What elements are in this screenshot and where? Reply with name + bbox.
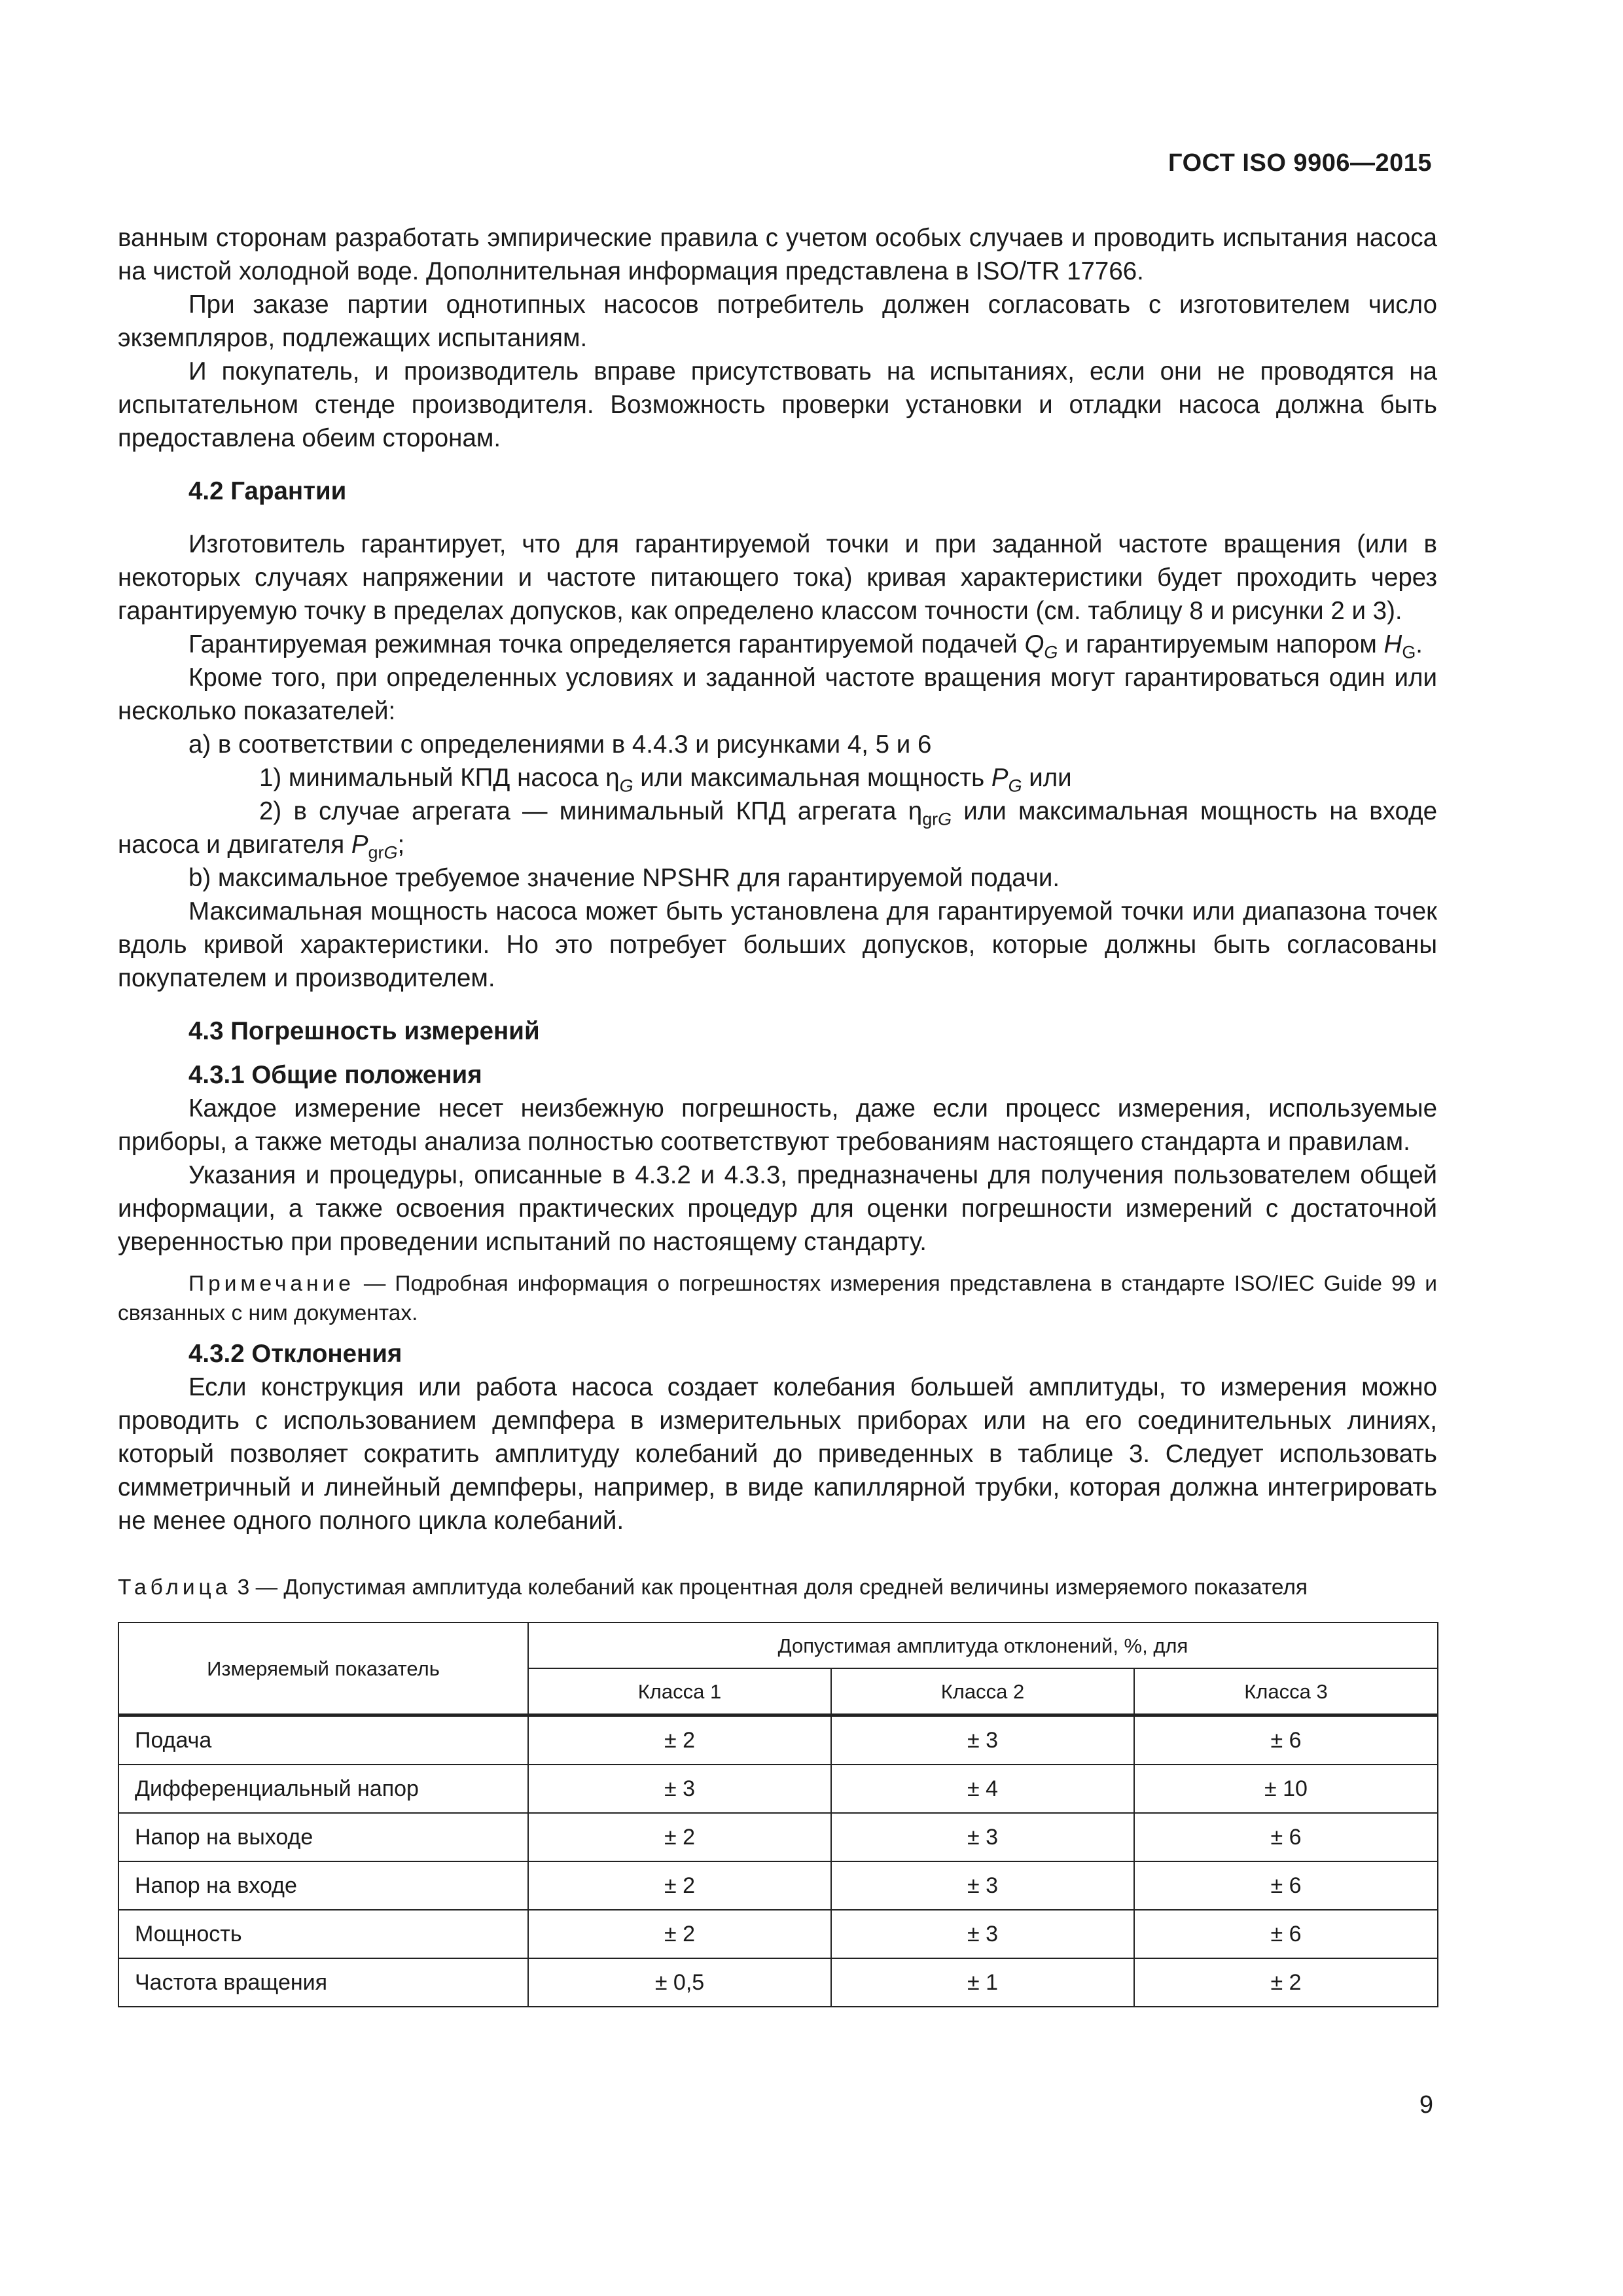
cell-class-3: ± 10: [1134, 1765, 1438, 1813]
cell-class-2: ± 3: [831, 1861, 1134, 1910]
cell-class-2: ± 3: [831, 1910, 1134, 1958]
paragraph: Если конструкция или работа насоса создает колебания большей амплитуды, то измерения можно проводить с использованием демпфера в измерительных приборах или на его соединительных линиях, который позволяет сократить амплитуду колебаний до приведенных в таблице 3. Следует использовать симметричный и линейный демпферы, например, в виде капиллярной трубки, которая должна интегрировать не менее одного полного цикла колебаний.: [118, 1373, 1437, 1535]
cell-parameter: Подача: [118, 1715, 528, 1765]
paragraph: Гарантируемая режимная точка определяется гарантируемой подачей $Q_G$ и гарантируемым напором $H_G$.: [188, 630, 1423, 662]
cell-class-3: ± 6: [1134, 1861, 1438, 1910]
note-label: Примечание: [188, 1272, 355, 1296]
cell-parameter: Мощность: [118, 1910, 528, 1958]
subsection-heading-4-3-2: 4.3.2 Отклонения: [188, 1340, 402, 1368]
paragraph: Указания и процедуры, описанные в 4.3.2 и 4.3.3, предназначены для получения пользователем общей информации, а также освоения практических процедур для оценки погрешности измерений с достаточной уверенностью при проведении испытаний по настоящему стандарту.: [118, 1161, 1437, 1256]
table-3: [118, 1622, 1438, 2007]
table-row: [118, 1910, 1438, 1958]
cell-parameter: Частота вращения: [118, 1958, 528, 2007]
cell-class-1: ± 0,5: [528, 1958, 831, 2007]
cell-class-2: ± 3: [831, 1715, 1134, 1765]
table-row: [118, 1861, 1438, 1910]
cell-parameter: Напор на входе: [118, 1861, 528, 1910]
table-row: [118, 1715, 1438, 1765]
table-caption: Таблица 3 — Допустимая амплитуда колебаний как процентная доля средней величины измеряемого показателя: [118, 1575, 1308, 1600]
column-header-class-2: Класса 2: [831, 1668, 1134, 1715]
list-item: a) в соответствии с определениями в 4.4.3 и рисунками 4, 5 и 6: [188, 730, 932, 759]
section-heading-4-3: 4.3 Погрешность измерений: [188, 1017, 540, 1045]
paragraph: Кроме того, при определенных условиях и заданной частоте вращения могут гарантироваться один или несколько показателей:: [118, 664, 1437, 725]
cell-class-3: ± 6: [1134, 1813, 1438, 1861]
paragraph: ванным сторонам разработать эмпирические правила с учетом особых случаев и проводить испытания насоса на чистой холодной воде. Дополнительная информация представлена в ISO/TR 17766.: [118, 224, 1437, 285]
cell-class-2: ± 1: [831, 1958, 1134, 2007]
paragraph: Каждое измерение несет неизбежную погрешность, даже если процесс измерения, используемые приборы, а также методы анализа полностью соответствуют требованиям настоящего стандарта и правилам.: [118, 1094, 1437, 1156]
cell-class-2: ± 3: [831, 1813, 1134, 1861]
table-row: [118, 1958, 1438, 2007]
cell-class-1: ± 2: [528, 1910, 831, 1958]
cell-parameter: Напор на выходе: [118, 1813, 528, 1861]
subsection-heading-4-3-1: 4.3.1 Общие положения: [188, 1061, 482, 1089]
column-group-header: Допустимая амплитуда отклонений, %, для: [528, 1623, 1438, 1668]
cell-class-2: ± 4: [831, 1765, 1134, 1813]
cell-class-3: ± 2: [1134, 1958, 1438, 2007]
page-body: [118, 221, 1437, 2007]
paragraph: При заказе партии однотипных насосов потребитель должен согласовать с изготовителем число экземпляров, подлежащих испытаниям.: [118, 291, 1437, 352]
cell-class-1: ± 2: [528, 1861, 831, 1910]
cell-class-1: ± 2: [528, 1715, 831, 1765]
cell-class-1: ± 3: [528, 1765, 831, 1813]
section-heading-4-2: 4.2 Гарантии: [188, 477, 347, 505]
note: Примечание — Подробная информация о погрешностях измерения представлена в стандарте ISO/IEC Guide 99 и связанных с ним документах.: [118, 1272, 1437, 1325]
document-code-header: ГОСТ ISO 9906—2015: [1168, 149, 1432, 177]
cell-parameter: Дифференциальный напор: [118, 1765, 528, 1813]
column-header-class-1: Класса 1: [528, 1668, 831, 1715]
cell-class-1: ± 2: [528, 1813, 831, 1861]
paragraph: Изготовитель гарантирует, что для гарантируемой точки и при заданной частоте вращения (или в некоторых случаях напряжении и частоте питающего тока) кривая характеристики будет проходить через гарантируемую точку в пределах допусков, как определено классом точности (см. таблицу 8 и рисунки 2 и 3).: [118, 530, 1437, 625]
table-row: [118, 1765, 1438, 1813]
cell-class-3: ± 6: [1134, 1910, 1438, 1958]
column-header-class-3: Класса 3: [1134, 1668, 1438, 1715]
list-item: b) максимальное требуемое значение NPSHR для гарантируемой подачи.: [188, 864, 1060, 892]
table-row: [118, 1813, 1438, 1861]
column-header-parameter: Измеряемый показатель: [118, 1623, 528, 1715]
page-number: 9: [1419, 2091, 1433, 2119]
paragraph: И покупатель, и производитель вправе присутствовать на испытаниях, если они не проводятся на испытательном стенде производителя. Возможность проверки установки и отладки насоса должна быть предоставлена обеим сторонам.: [118, 357, 1437, 452]
cell-class-3: ± 6: [1134, 1715, 1438, 1765]
paragraph: Максимальная мощность насоса может быть установлена для гарантируемой точки или диапазона точек вдоль кривой характеристики. Но это потребует больших допусков, которые должны быть согласованы покупателем и производителем.: [118, 897, 1437, 992]
list-item: 1) минимальный КПД насоса $\eta_G$ или максимальная мощность $P_G$ или: [259, 764, 1072, 796]
list-item: 2) в случае агрегата — минимальный КПД агрегата $\eta_{grG}$ или максимальная мощность на входе насоса и двигателя $P_{grG}$;: [118, 797, 1438, 863]
